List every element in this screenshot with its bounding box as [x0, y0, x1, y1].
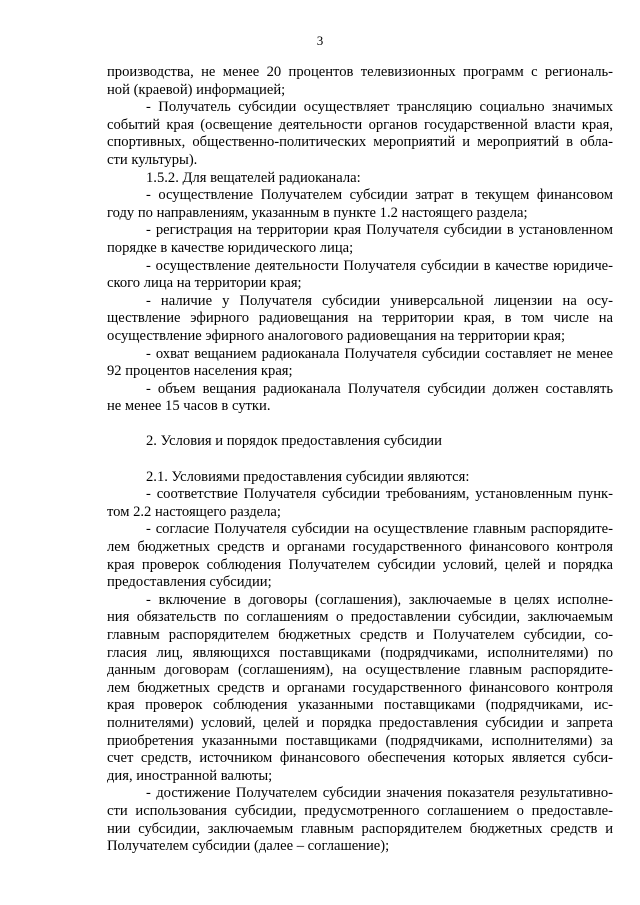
text-line: ной (краевой) информацией; [107, 81, 286, 98]
text-line: ния обязательств по соглашениям о предоставлении субсидии, заключаемым [107, 609, 613, 626]
text-line: главным распорядителем бюджетных средств и Получателем субсидии, со- [107, 627, 613, 643]
text-line: полнителями) условий, целей и порядка предоставления субсидии и запрета [107, 714, 613, 731]
text-line: 2.1. Условиями предоставления субсидии являются: [146, 468, 470, 485]
text-line: 2. Условия и порядок предоставления субсидии [146, 433, 442, 450]
text-line: - регистрация на территории края Получателя субсидии в установленном [146, 222, 613, 239]
text-line: данным договорам (соглашениям), на осуществление главным распорядите- [107, 662, 613, 679]
text-line: 92 процентов населения края; [107, 363, 293, 380]
text-line: - Получатель субсидии осуществляет трансляцию социально значимых [146, 99, 613, 116]
text-line: предоставления субсидии; [107, 574, 272, 591]
text-line: производства, не менее 20 процентов телевизионных программ с региональ- [107, 64, 613, 80]
text-line: порядке в качестве юридического лица; [107, 239, 354, 256]
text-line: не менее 15 часов в сутки. [107, 398, 271, 415]
text-line: году по направлениям, указанным в пункте 1.2 настоящего раздела; [107, 204, 528, 221]
text-line: - соответствие Получателя субсидии требованиям, установленным пунк- [146, 486, 613, 503]
text-line: осуществление эфирного аналогового радиовещания на территории края; [107, 327, 565, 344]
text-line: событий края (освещение деятельности органов государственной власти края, [107, 116, 613, 133]
text-line: лем бюджетных средств и органами государственного финансового контроля [107, 539, 613, 556]
text-line: края проверок соблюдения указанными поставщиками (подрядчиками, ис- [107, 697, 613, 714]
text-line: ского лица на территории края; [107, 275, 302, 292]
text-line: - достижение Получателем субсидии значения показателя результативно- [146, 785, 613, 802]
paragraph-gap [107, 416, 613, 434]
text-line: - осуществление Получателем субсидии затрат в текущем финансовом [146, 187, 613, 204]
text-line: 1.5.2. Для вещателей радиоканала: [146, 169, 361, 186]
text-line: - наличие у Получателя субсидии универсальной лицензии на осу- [146, 292, 613, 309]
text-line: нии субсидии, заключаемым главным распорядителем бюджетных средств и [107, 820, 613, 837]
text-line: ществление эфирного радиовещания на территории края, в том числе на [107, 310, 613, 327]
text-line: - охват вещанием радиоканала Получателя субсидии составляет не менее [146, 345, 613, 362]
body-text [107, 64, 613, 856]
text-line: гласия лиц, являющихся поставщиками (подрядчиками, исполнителями) по [107, 644, 613, 661]
text-line: том 2.2 настоящего раздела; [107, 503, 281, 520]
text-line: приобретения указанными поставщиками (подрядчиками, исполнителями) за [107, 732, 613, 749]
text-line: спортивных, общественно-политических мероприятий и мероприятий в обла- [107, 134, 613, 151]
text-line: - включение в договоры (соглашения), заключаемые в целях исполне- [146, 591, 613, 608]
text-line: сти использования субсидии, предусмотренного соглашением о предоставле- [107, 802, 613, 819]
text-line: края проверок соблюдения Получателем субсидии условий, целей и порядка [107, 556, 613, 573]
text-line: Получателем субсидии (далее – соглашение); [107, 838, 390, 855]
text-line: - осуществление деятельности Получателя субсидии в качестве юридиче- [146, 257, 613, 274]
text-line: счет средств, источником финансового обеспечения которых является субси- [107, 750, 613, 767]
text-line: - объем вещания радиоканала Получателя субсидии должен составлять [146, 380, 613, 397]
paragraph-gap [107, 451, 613, 469]
text-line: - согласие Получателя субсидии на осуществление главным распорядите- [146, 521, 613, 538]
text-line: сти культуры). [107, 151, 198, 168]
text-line: лем бюджетных средств и органами государственного финансового контроля [107, 679, 613, 696]
text-line: дия, иностранной валюты; [107, 767, 273, 784]
page-number: 3 [316, 33, 324, 48]
